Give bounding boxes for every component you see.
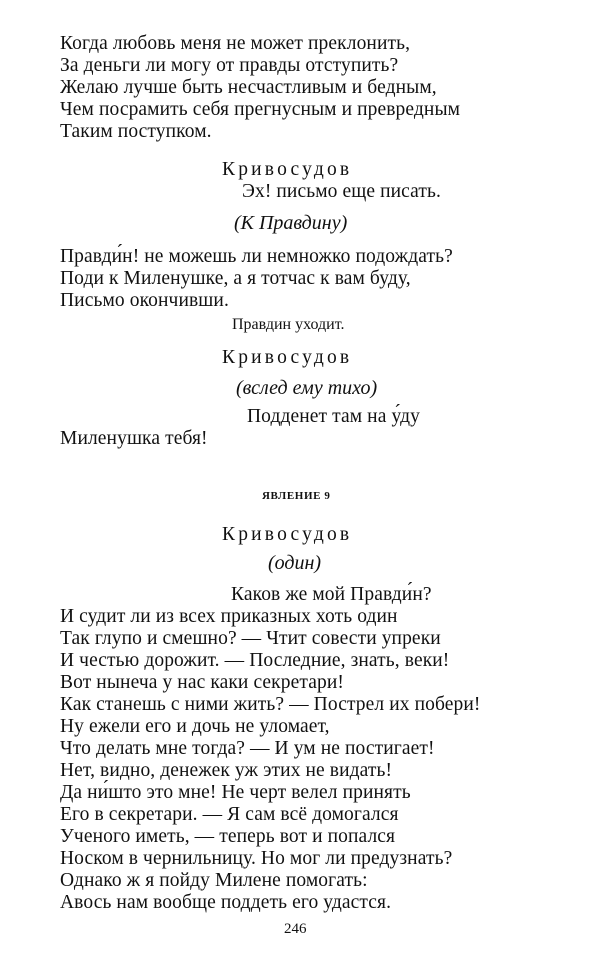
verse-line: Таким поступком. [60, 121, 212, 142]
stage-direction: (К Правдину) [234, 212, 348, 234]
verse-line: Вот нынеча у нас каки секретари! [60, 672, 344, 693]
verse-line: Ну ежели его и дочь не уломает, [60, 716, 330, 737]
verse-line: Подденет там на у́ду [247, 406, 420, 427]
verse-line: Письмо окончивши. [60, 290, 229, 311]
verse-line: Его в секретари. — Я сам всё домогался [60, 804, 399, 825]
verse-line: Чем посрамить себя прегнусным и превредным [60, 99, 461, 120]
verse-line: Так глупо и смешно? — Чтит совести упреки [60, 628, 441, 649]
stage-direction: (вслед ему тихо) [236, 377, 378, 399]
scene-heading: ЯВЛЕНИЕ 9 [262, 490, 331, 502]
verse-line: Носком в чернильницу. Но мог ли предузнать? [60, 848, 453, 869]
verse-line: Однако ж я пойду Милене помогать: [60, 870, 368, 891]
stage-note: Правдин уходит. [232, 316, 345, 333]
verse-line: Что делать мне тогда? — И ум не постигает! [60, 738, 435, 759]
verse-line: Да ни́што это мне! Не черт велел принять [60, 782, 411, 803]
verse-line: Эх! письмо еще писать. [242, 181, 441, 202]
verse-line: И судит ли из всех приказных хоть один [60, 606, 398, 627]
verse-line: Ученого иметь, — теперь вот и попался [60, 826, 396, 847]
verse-line: Миленушка тебя! [60, 428, 208, 449]
speaker-name: Кривосудов [222, 347, 353, 368]
page-number: 246 [284, 921, 307, 937]
verse-line: Нет, видно, денежек уж этих не видать! [60, 760, 393, 781]
verse-line: Правди́н! не можешь ли немножко подождать? [60, 246, 453, 267]
verse-line: Желаю лучше быть несчастливым и бедным, [60, 77, 437, 98]
stage-direction: (один) [268, 552, 322, 574]
speaker-name: Кривосудов [222, 159, 353, 180]
verse-line: И честью дорожит. — Последние, знать, веки! [60, 650, 450, 671]
verse-line: Когда любовь меня не может преклонить, [60, 33, 411, 54]
verse-line: Авось нам вообще поддеть его удастся. [60, 892, 392, 913]
verse-line: Поди к Миленушке, а я тотчас к вам буду, [60, 268, 411, 289]
verse-line: Как станешь с ними жить? — Пострел их побери! [60, 694, 481, 715]
verse-line: За деньги ли могу от правды отступить? [60, 55, 399, 76]
verse-line: Каков же мой Правди́н? [231, 584, 432, 605]
speaker-name: Кривосудов [222, 524, 353, 545]
